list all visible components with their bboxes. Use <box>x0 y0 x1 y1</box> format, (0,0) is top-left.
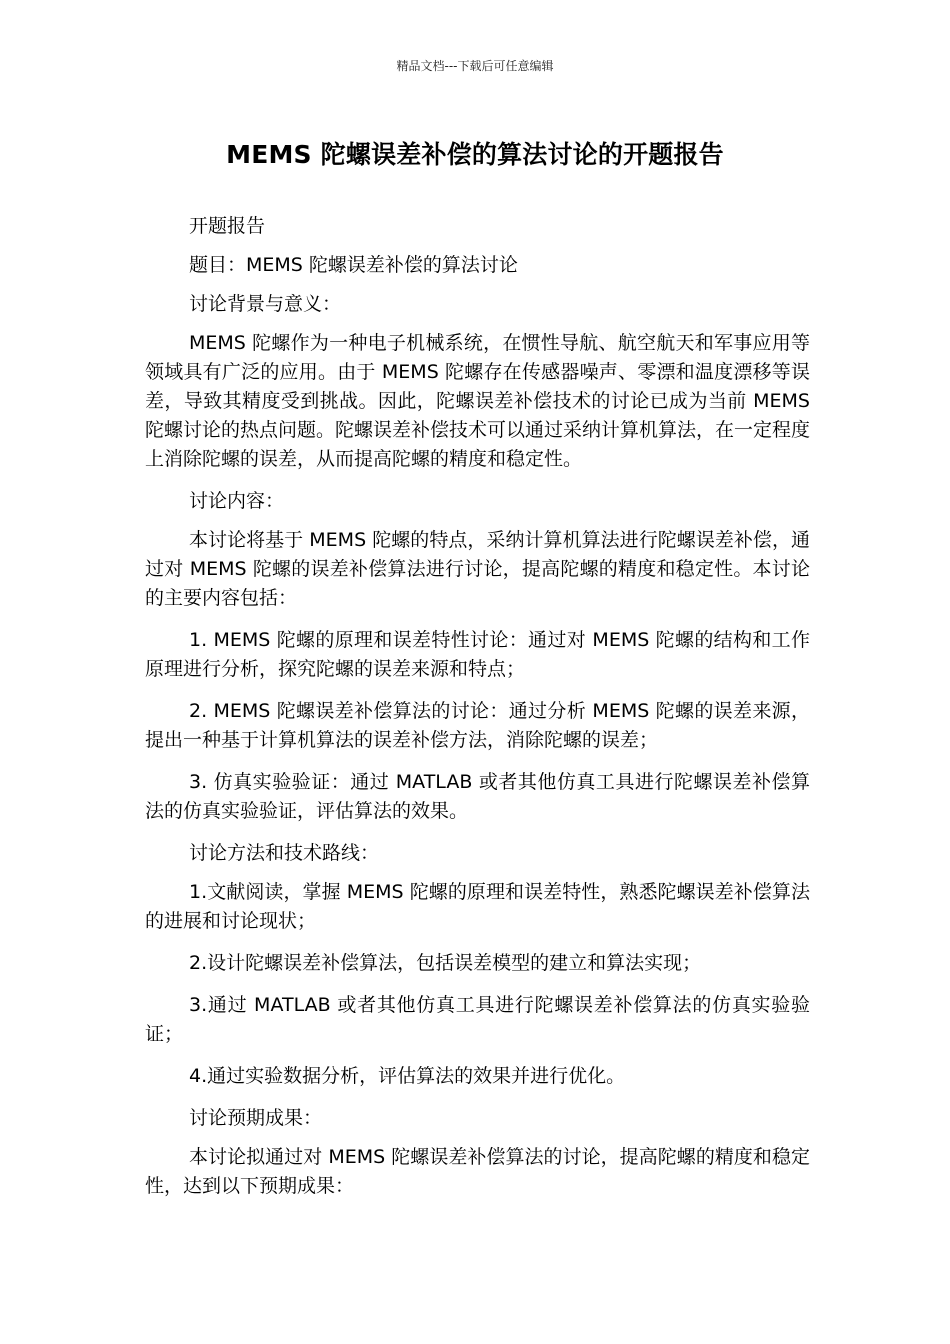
section-heading-methods: 讨论方法和技术路线： <box>189 842 380 864</box>
document-body <box>145 212 810 1214</box>
header-note: 精品文档---下载后可任意编辑 <box>396 59 554 73</box>
list-item-content-2: 2. MEMS 陀螺误差补偿算法的讨论：通过分析 MEMS 陀螺的误差来源，提出一种基于计算机算法的误差补偿方法，消除陀螺的误差； <box>145 700 810 751</box>
document-title: MEMS 陀螺误差补偿的算法讨论的开题报告 <box>226 140 724 169</box>
section-heading-content: 讨论内容： <box>189 490 285 512</box>
list-item-method-1: 1.文献阅读，掌握 MEMS 陀螺的原理和误差特性，熟悉陀螺误差补偿算法的进展和讨论现状； <box>145 881 810 932</box>
section-heading-background: 讨论背景与意义： <box>189 293 342 315</box>
section-heading-outcomes: 讨论预期成果： <box>189 1107 323 1129</box>
list-item-content-3: 3. 仿真实验验证：通过 MATLAB 或者其他仿真工具进行陀螺误差补偿算法的仿真实验验证，评估算法的效果。 <box>145 771 810 822</box>
list-item-method-2: 2.设计陀螺误差补偿算法，包括误差模型的建立和算法实现； <box>189 952 702 974</box>
list-item-method-4: 4.通过实验数据分析，评估算法的效果并进行优化。 <box>189 1065 626 1087</box>
list-item-content-1: 1. MEMS 陀螺的原理和误差特性讨论：通过对 MEMS 陀螺的结构和工作原理进行分析，探究陀螺的误差来源和特点； <box>145 629 810 680</box>
paragraph-background: MEMS 陀螺作为一种电子机械系统，在惯性导航、航空航天和军事应用等领域具有广泛的应用。由于 MEMS 陀螺存在传感器噪声、零漂和温度漂移等误差，导致其精度受到挑战。因此，陀螺误差补偿技术的讨论已成为当前 MEMS 陀螺讨论的热点问题。陀螺误差补偿技术可以通过采纳计算机算法，在一定程度上消除陀螺的误差，从而提高陀螺的精度和稳定性。 <box>145 332 811 470</box>
paragraph-content-intro: 本讨论将基于 MEMS 陀螺的特点，采纳计算机算法进行陀螺误差补偿，通过对 MEMS 陀螺的误差补偿算法进行讨论，提高陀螺的精度和稳定性。本讨论的主要内容包括： <box>145 529 810 609</box>
paragraph-outcomes: 本讨论拟通过对 MEMS 陀螺误差补偿算法的讨论，提高陀螺的精度和稳定性，达到以下预期成果： <box>145 1146 810 1197</box>
section-label-report: 开题报告 <box>189 215 266 237</box>
topic-line: 题目：MEMS 陀螺误差补偿的算法讨论 <box>189 254 518 276</box>
list-item-method-3: 3.通过 MATLAB 或者其他仿真工具进行陀螺误差补偿算法的仿真实验验证； <box>145 994 810 1045</box>
